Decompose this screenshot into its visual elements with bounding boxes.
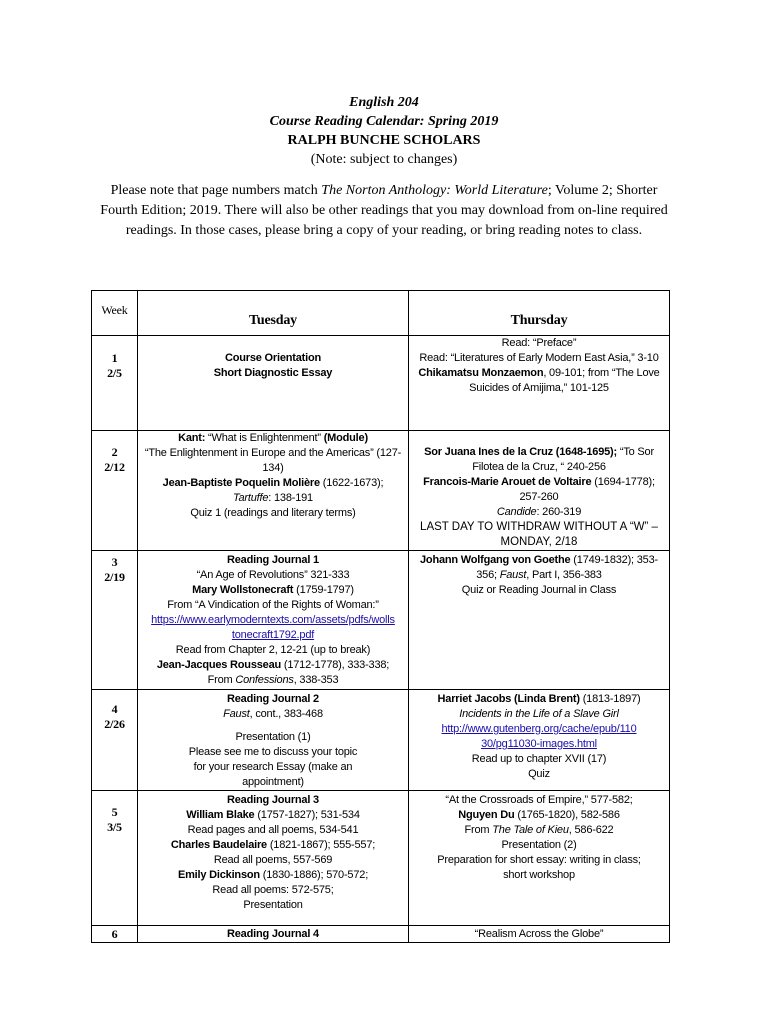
week-cell	[92, 791, 138, 926]
presentation-item: Presentation	[243, 899, 303, 911]
reading-item: Read: “Literatures of Early Modern East Asia,” 3-10	[419, 352, 659, 364]
reading-item	[413, 808, 665, 823]
work-title: Confessions	[235, 674, 294, 686]
tuesday-cell	[138, 791, 409, 926]
week-cell	[92, 336, 138, 431]
reading-journal: Reading Journal 1	[227, 554, 319, 566]
intro-text-1: Please note that page numbers match	[110, 183, 322, 198]
reading-item	[142, 583, 404, 598]
reading-detail: (1757-1827); 531-534	[254, 809, 360, 821]
reading-item	[413, 366, 665, 396]
reading-item	[142, 431, 404, 446]
reading-calendar-table	[91, 290, 670, 943]
author-name: Sor Juana Ines de la Cruz (1648-1695);	[424, 446, 617, 458]
gutenberg-link[interactable]: http://www.gutenberg.org/cache/epub/11030/pg11030-images.html	[441, 723, 637, 750]
reading-detail: (1830-1886); 570-572;	[259, 869, 369, 881]
author-name: Jean-Jacques Rousseau	[156, 659, 282, 671]
reading-item: Read from Chapter 2, 12-21 (up to break)	[175, 644, 371, 656]
table-row	[92, 431, 670, 551]
reading-item	[142, 673, 404, 688]
reading-detail: (1712-1778), 333-338;	[281, 659, 390, 671]
week-date: 3/5	[107, 820, 122, 834]
course-orientation: Course Orientation	[224, 352, 322, 364]
author-name: Emily Dickinson	[177, 869, 260, 881]
quiz-item: Quiz or Reading Journal in Class	[461, 584, 617, 596]
tuesday-cell	[138, 431, 409, 551]
calendar-title: Course Reading Calendar: Spring 2019	[269, 114, 499, 129]
reading-item: Read all poems: 572-575;	[212, 884, 334, 896]
quiz-item: Quiz 1 (readings and literary terms)	[190, 507, 356, 519]
work-title: Faust	[223, 708, 250, 720]
presentation-item: Presentation (1)	[235, 731, 311, 743]
reading-detail: (1759-1797)	[293, 584, 354, 596]
reading-detail: From	[464, 824, 493, 836]
reading-item: From “A Vindication of the Rights of Woman:”	[167, 599, 379, 611]
week-number: 3	[111, 555, 118, 569]
withdraw-deadline: LAST DAY TO WITHDRAW WITHOUT A “W” – MONDAY, 2/18	[420, 521, 658, 548]
reading-detail: , 09-101; from “The Love Suicides of Amijima,” 101-125	[469, 367, 660, 394]
table-row	[92, 791, 670, 926]
intro-text-2: ; Volume 2; Shorter Fourth Edition; 2019. There will also be other readings that you may download from on-line required readings. In those cases, please bring a copy of your reading, or bring reading notes to class.	[100, 183, 668, 238]
author-name: Mary Wollstonecraft	[192, 584, 294, 596]
tuesday-cell	[138, 336, 409, 431]
author-name: Charles Baudelaire	[170, 839, 267, 851]
reading-detail: , cont., 383-468	[249, 708, 323, 720]
reading-detail: From	[207, 674, 236, 686]
author-name: Francois-Marie Arouet de Voltaire	[423, 476, 592, 488]
reading-item	[142, 838, 404, 853]
reading-detail: (1694-1778); 257-260	[519, 476, 655, 503]
week-cell	[92, 431, 138, 551]
reading-journal: Reading Journal 3	[227, 794, 319, 806]
reading-detail: (1821-1867); 555-557;	[266, 839, 376, 851]
author-name: Harriet Jacobs (Linda Brent)	[437, 693, 580, 705]
reading-item	[142, 808, 404, 823]
appointment-note: Please see me to discuss your topic for your research Essay (make an appointment)	[188, 746, 358, 788]
reading-item	[413, 553, 665, 583]
week-date: 2/5	[107, 366, 122, 380]
tuesday-header: Tuesday	[138, 291, 409, 336]
reading-item	[413, 823, 665, 838]
reading-detail: (1813-1897)	[579, 693, 641, 705]
changes-note: (Note: subject to changes)	[310, 152, 458, 167]
reading-item	[142, 868, 404, 883]
table-row	[92, 690, 670, 791]
author-name: William Blake	[186, 809, 255, 821]
reading-detail: , 586-622	[568, 824, 614, 836]
week-cell	[92, 926, 138, 943]
reading-detail: : 260-319	[536, 506, 582, 518]
reading-item	[142, 476, 404, 491]
reading-item	[413, 445, 665, 475]
week-number: 6	[111, 927, 118, 941]
work-title: Incidents in the Life of a Slave Girl	[459, 708, 619, 720]
table-row	[92, 926, 670, 943]
reading-item	[413, 475, 665, 505]
week-number: 1	[111, 351, 118, 365]
reading-detail: , Part I, 356-383	[526, 569, 602, 581]
reading-detail: , 338-353	[293, 674, 339, 686]
diagnostic-essay: Short Diagnostic Essay	[213, 367, 333, 379]
program-title: RALPH BUNCHE SCHOLARS	[287, 133, 481, 148]
reading-journal: Reading Journal 4	[227, 928, 319, 940]
thursday-cell	[409, 551, 670, 690]
author-name: Nguyen Du	[458, 809, 515, 821]
module-tag: (Module)	[323, 432, 368, 444]
reading-item: “Realism Across the Globe”	[474, 928, 604, 940]
week-cell	[92, 690, 138, 791]
reading-item: “An Age of Revolutions” 321-333	[196, 569, 350, 581]
table-header-row	[92, 291, 670, 336]
thursday-cell	[409, 926, 670, 943]
reading-item: Read pages and all poems, 534-541	[187, 824, 359, 836]
tuesday-cell	[138, 551, 409, 690]
work-title: Faust	[499, 569, 527, 581]
week-number: 2	[111, 445, 118, 459]
thursday-cell	[409, 690, 670, 791]
reading-item: “At the Crossroads of Empire,” 577-582;	[445, 794, 633, 806]
work-title: The Tale of Kieu	[492, 824, 569, 836]
table-row	[92, 336, 670, 431]
reading-detail: (1622-1673);	[319, 477, 384, 489]
reading-detail: (1749-1832); 353-356;	[476, 554, 658, 581]
work-title: Candide	[496, 506, 537, 518]
reading-item	[142, 658, 404, 673]
week-date: 2/26	[104, 717, 125, 731]
week-date: 2/12	[104, 460, 125, 474]
author-name: Kant:	[178, 432, 206, 444]
reading-item	[142, 491, 404, 506]
course-title: English 204	[349, 95, 419, 110]
reading-item: “The Enlightenment in Europe and the Americas” (127-134)	[144, 447, 402, 474]
reading-detail: (1765-1820), 582-586	[514, 809, 620, 821]
author-name: Jean-Baptiste Poquelin Molière	[162, 477, 320, 489]
thursday-cell	[409, 791, 670, 926]
author-name: Chikamatsu Monzaemon	[418, 367, 544, 379]
week-cell	[92, 551, 138, 690]
reading-item: Preparation for short essay: writing in class; short workshop	[437, 854, 641, 881]
week-number: 5	[111, 805, 118, 819]
reading-item	[413, 692, 665, 707]
reading-item	[142, 707, 404, 722]
author-name: Johann Wolfgang von Goethe	[420, 554, 571, 566]
quiz-item: Quiz	[528, 768, 550, 780]
week-number: 4	[111, 702, 118, 716]
spacer	[142, 722, 404, 730]
thursday-cell	[409, 336, 670, 431]
reading-detail: “To Sor Filotea de la Cruz, “ 240-256	[472, 446, 654, 473]
reading-detail: “What is Enlightenment”	[205, 432, 324, 444]
reading-item: Read: “Preface”	[501, 337, 577, 349]
week-header: Week	[92, 291, 138, 336]
week-date: 2/19	[104, 570, 125, 584]
work-title: Tartuffe	[233, 492, 269, 504]
tuesday-cell	[138, 690, 409, 791]
wollstonecraft-link[interactable]: https://www.earlymoderntexts.com/assets/pdfs/wollstonecraft1792.pdf	[151, 614, 395, 641]
reading-item: Read all poems, 557-569	[213, 854, 333, 866]
reading-journal: Reading Journal 2	[227, 693, 319, 705]
tuesday-cell	[138, 926, 409, 943]
table-row	[92, 551, 670, 690]
reading-item: Read up to chapter XVII (17)	[471, 753, 607, 765]
thursday-cell	[409, 431, 670, 551]
thursday-header: Thursday	[409, 291, 670, 336]
reading-item	[413, 505, 665, 520]
presentation-item: Presentation (2)	[501, 839, 577, 851]
document-header	[0, 93, 768, 169]
reading-detail: : 138-191	[268, 492, 313, 504]
intro-paragraph	[92, 181, 676, 241]
anthology-title: The Norton Anthology: World Literature	[321, 183, 548, 198]
